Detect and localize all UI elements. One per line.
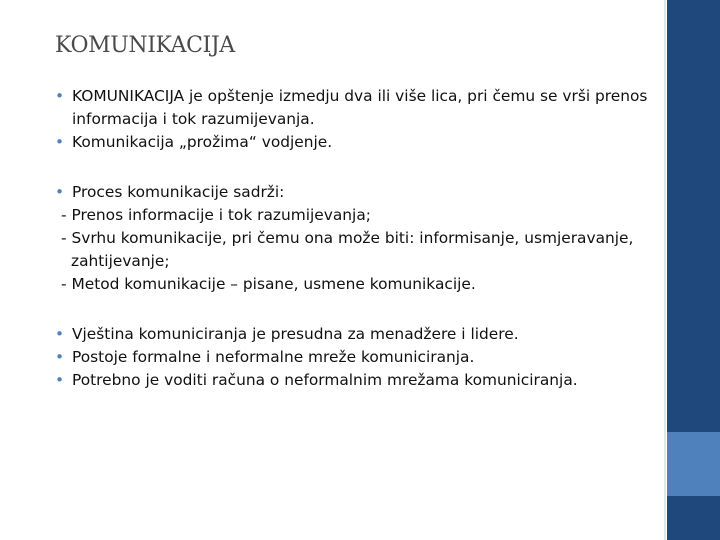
bullet-icon: • (55, 133, 65, 151)
bullet-icon: • (55, 87, 65, 105)
bullet-item (55, 131, 655, 154)
slide-body (55, 85, 655, 392)
bullet-icon: • (55, 183, 65, 201)
dash-text: - Metod komunikacije – pisane, usmene komunikacije. (61, 275, 476, 293)
bullet-text: KOMUNIKACIJA je opštenje izmedju dva ili više lica, pri čemu se vrši prenos informacija i tok razumijevanja. (72, 87, 648, 128)
spacer (55, 296, 655, 323)
bullet-item (55, 323, 655, 346)
spacer (55, 154, 655, 181)
bullet-icon: • (55, 371, 65, 389)
bullet-item (55, 85, 655, 131)
sidebar-divider (664, 0, 666, 540)
dash-item (55, 227, 655, 273)
slide-title: KOMUNIKACIJA (55, 33, 235, 58)
bullet-text: Proces komunikacije sadrži: (72, 183, 285, 201)
bullet-text: Potrebno je voditi računa o neformalnim mrežama komuniciranja. (72, 371, 578, 389)
bullet-text: Postoje formalne i neformalne mreže komuniciranja. (72, 348, 475, 366)
bullet-item (55, 346, 655, 369)
dash-item (55, 204, 655, 227)
bullet-item (55, 369, 655, 392)
sidebar-accent-block (667, 432, 720, 496)
bullet-text: Vještina komuniciranja je presudna za menadžere i lidere. (72, 325, 519, 343)
bullet-text: Komunikacija „prožima“ vodjenje. (72, 133, 333, 151)
bullet-icon: • (55, 325, 65, 343)
dash-text: - Svrhu komunikacije, pri čemu ona može biti: informisanje, usmjeravanje, zahtijevanje; (61, 229, 634, 270)
dash-item (55, 273, 655, 296)
dash-text: - Prenos informacije i tok razumijevanja; (61, 206, 371, 224)
bullet-item (55, 181, 655, 204)
bullet-icon: • (55, 348, 65, 366)
